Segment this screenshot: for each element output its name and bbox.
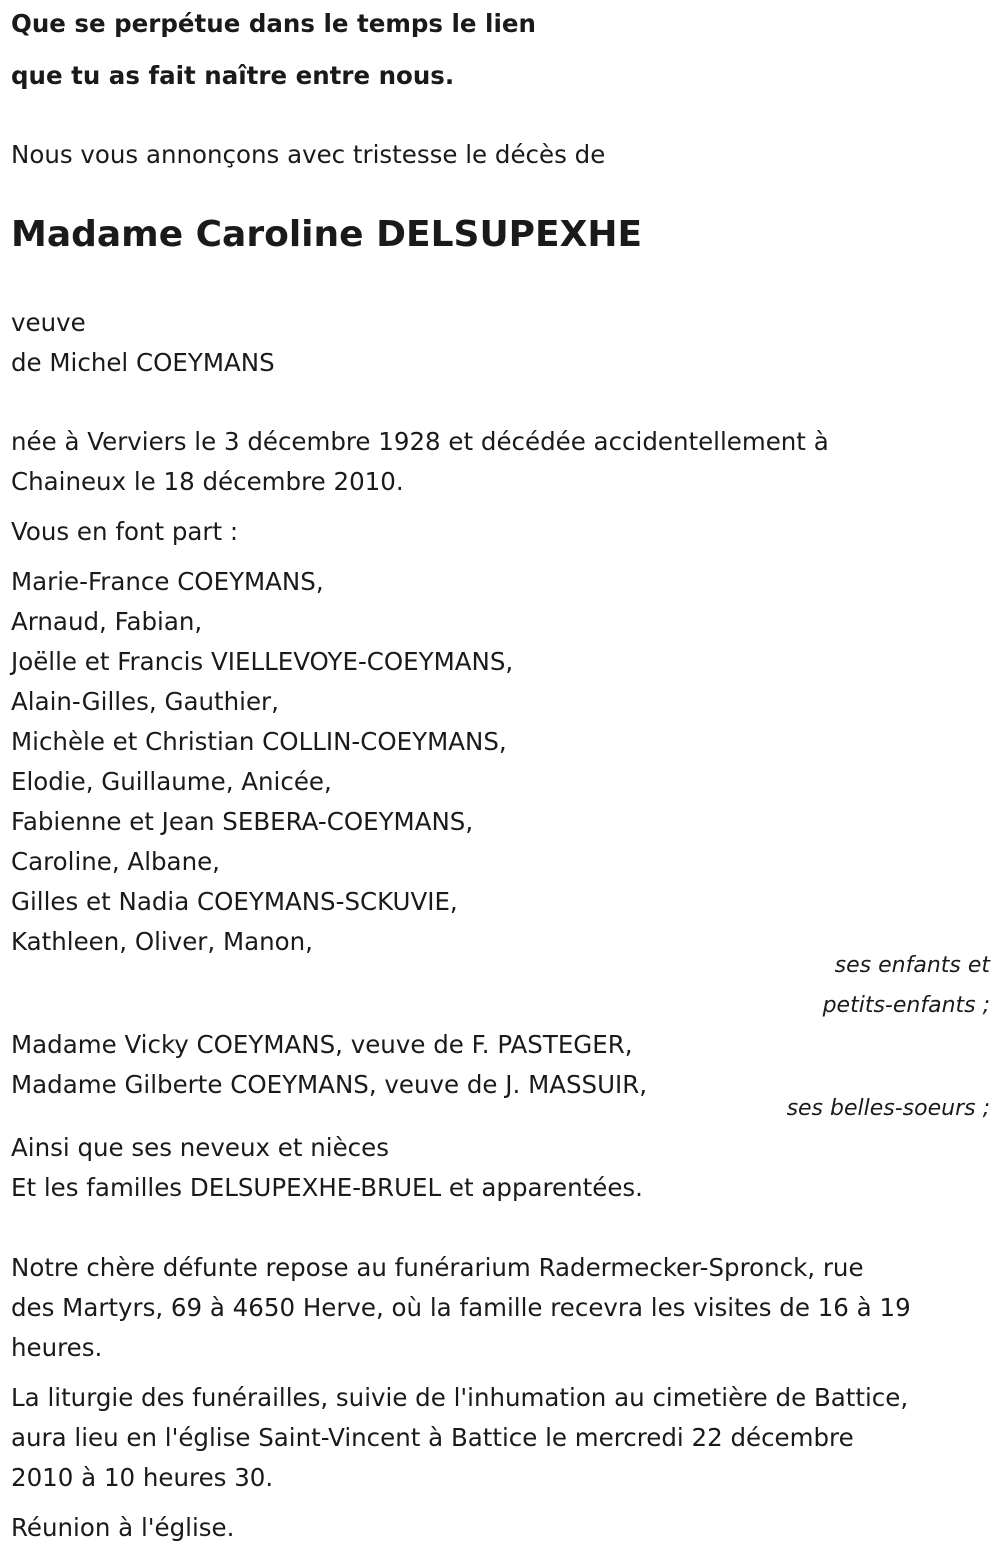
- children-line: Kathleen, Oliver, Manon,: [11, 927, 313, 956]
- others-line-2: Et les familles DELSUPEXHE-BRUEL et apparentées.: [11, 1173, 643, 1202]
- children-line: Michèle et Christian COLLIN-COEYMANS,: [11, 727, 507, 756]
- children-line: Fabienne et Jean SEBERA-COEYMANS,: [11, 807, 474, 836]
- epigraph-line-1: Que se perpétue dans le temps le lien: [11, 9, 536, 38]
- others-line-1: Ainsi que ses neveux et nièces: [11, 1133, 389, 1162]
- children-line: Caroline, Albane,: [11, 847, 220, 876]
- children-caption-line-2: petits-enfants ;: [822, 993, 990, 1018]
- sisters-caption: ses belles-soeurs ;: [786, 1096, 990, 1121]
- rest-info-line-3: heures.: [11, 1333, 103, 1362]
- children-line: Joëlle et Francis VIELLEVOYE-COEYMANS,: [11, 647, 514, 676]
- children-line: Alain-Gilles, Gauthier,: [11, 687, 279, 716]
- liturgy-line-2: aura lieu en l'église Saint-Vincent à Battice le mercredi 22 décembre: [11, 1423, 854, 1452]
- rest-info-line-2: des Martyrs, 69 à 4650 Herve, où la famille recevra les visites de 16 à 19: [11, 1293, 911, 1322]
- liturgy-line-3: 2010 à 10 heures 30.: [11, 1463, 274, 1492]
- meeting-text: Réunion à l'église.: [11, 1513, 235, 1542]
- epigraph-line-2: que tu as fait naître entre nous.: [11, 61, 455, 90]
- widow-line-2: de Michel COEYMANS: [11, 348, 275, 377]
- birth-death-line-1: née à Verviers le 3 décembre 1928 et décédée accidentellement à: [11, 427, 829, 456]
- deceased-name: Madame Caroline DELSUPEXHE: [11, 214, 643, 255]
- liturgy-line-1: La liturgie des funérailles, suivie de l'inhumation au cimetière de Battice,: [11, 1383, 909, 1412]
- sister-in-law-line: Madame Vicky COEYMANS, veuve de F. PASTEGER,: [11, 1030, 633, 1059]
- children-line: Gilles et Nadia COEYMANS-SCKUVIE,: [11, 887, 458, 916]
- intro-text: Nous vous annonçons avec tristesse le décès de: [11, 140, 606, 169]
- announce-intro: Vous en font part :: [11, 517, 239, 546]
- sister-in-law-line: Madame Gilberte COEYMANS, veuve de J. MASSUIR,: [11, 1070, 648, 1099]
- children-line: Elodie, Guillaume, Anicée,: [11, 767, 332, 796]
- rest-info-line-1: Notre chère défunte repose au funérarium Radermecker-Spronck, rue: [11, 1253, 864, 1282]
- children-line: Marie-France COEYMANS,: [11, 567, 324, 596]
- children-line: Arnaud, Fabian,: [11, 607, 203, 636]
- widow-line-1: veuve: [11, 308, 86, 337]
- birth-death-line-2: Chaineux le 18 décembre 2010.: [11, 467, 404, 496]
- children-caption-line-1: ses enfants et: [834, 953, 990, 978]
